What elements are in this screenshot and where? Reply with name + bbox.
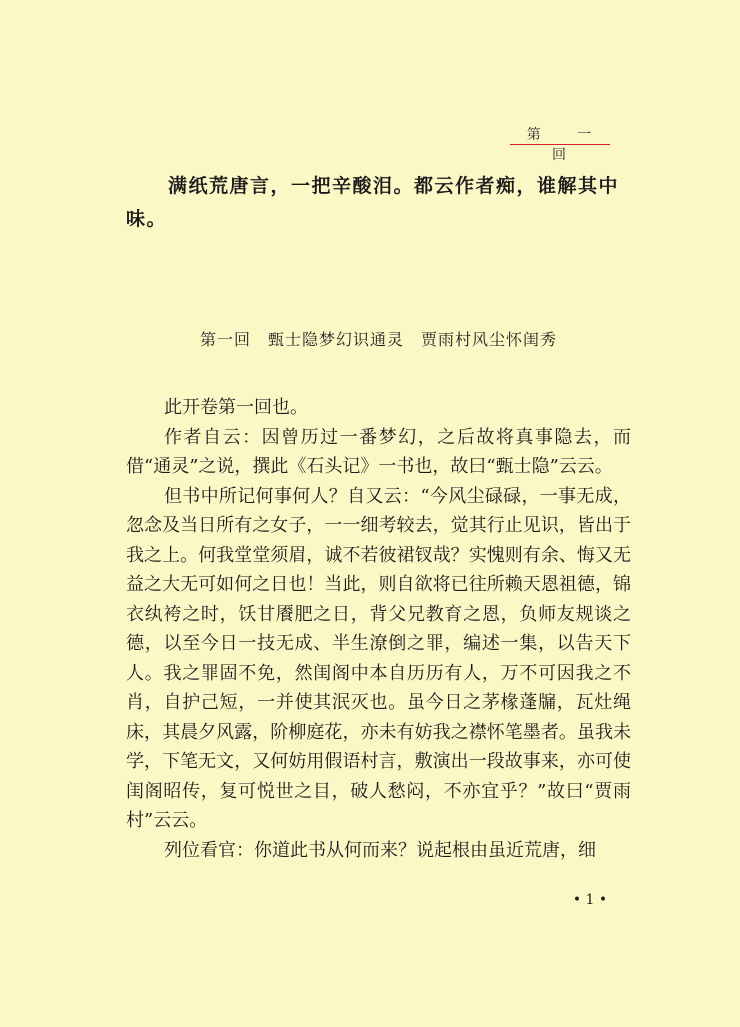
page-number: • 1 • [572, 892, 608, 908]
paragraph: 列位看官：你道此书从何而来？说起根由虽近荒唐，细 [164, 839, 596, 861]
running-head-text: 第 一 回 [526, 127, 608, 163]
paragraph: 作者自云：因曾历过一番梦幻，之后故将真事隐去，而借“通灵”之说，撰此《石头记》一书也，故曰“甄士隐”云云。 [126, 426, 631, 477]
chapter-title: 第一回 甄士隐梦幻识通灵 贾雨村风尘怀闺秀 [199, 330, 557, 349]
paragraph: 但书中所记何事何人？自又云：“今风尘碌碌，一事无成，忽念及当日所有之女子，一一细考较去，觉其行止见识，皆出于我之上。何我堂堂须眉，诚不若彼裙钗哉？实愧则有余、悔又无益之大无可如何之日也！当此，则自欲将已往所赖天恩祖德，锦衣纨袴之时，饫甘餍肥之日，背父兄教育之恩，负师友规谈之德，以至今日一技无成、半生潦倒之罪，编述一集，以告天下人。我之罪固不免，然闺阁中本自历历有人，万不可因我之不肖，自护己短，一并使其泯灭也。虽今日之茅椽蓬牖，瓦灶绳床，其晨夕风露，阶柳庭花，亦未有妨我之襟怀笔墨者。虽我未学，下笔无文，又何妨用假语村言，敷演出一段故事来，亦可使闺阁昭传，复可悦世之目，破人愁闷，不亦宜乎？”故曰“贾雨村”云云。 [126, 485, 631, 831]
epigraph: 满纸荒唐言，一把辛酸泪。都云作者痴，谁解其中味。 [126, 175, 620, 230]
running-head-rule [510, 144, 610, 145]
paragraph: 此开卷第一回也。 [164, 397, 308, 418]
running-head [510, 124, 610, 164]
body-text [126, 393, 631, 865]
